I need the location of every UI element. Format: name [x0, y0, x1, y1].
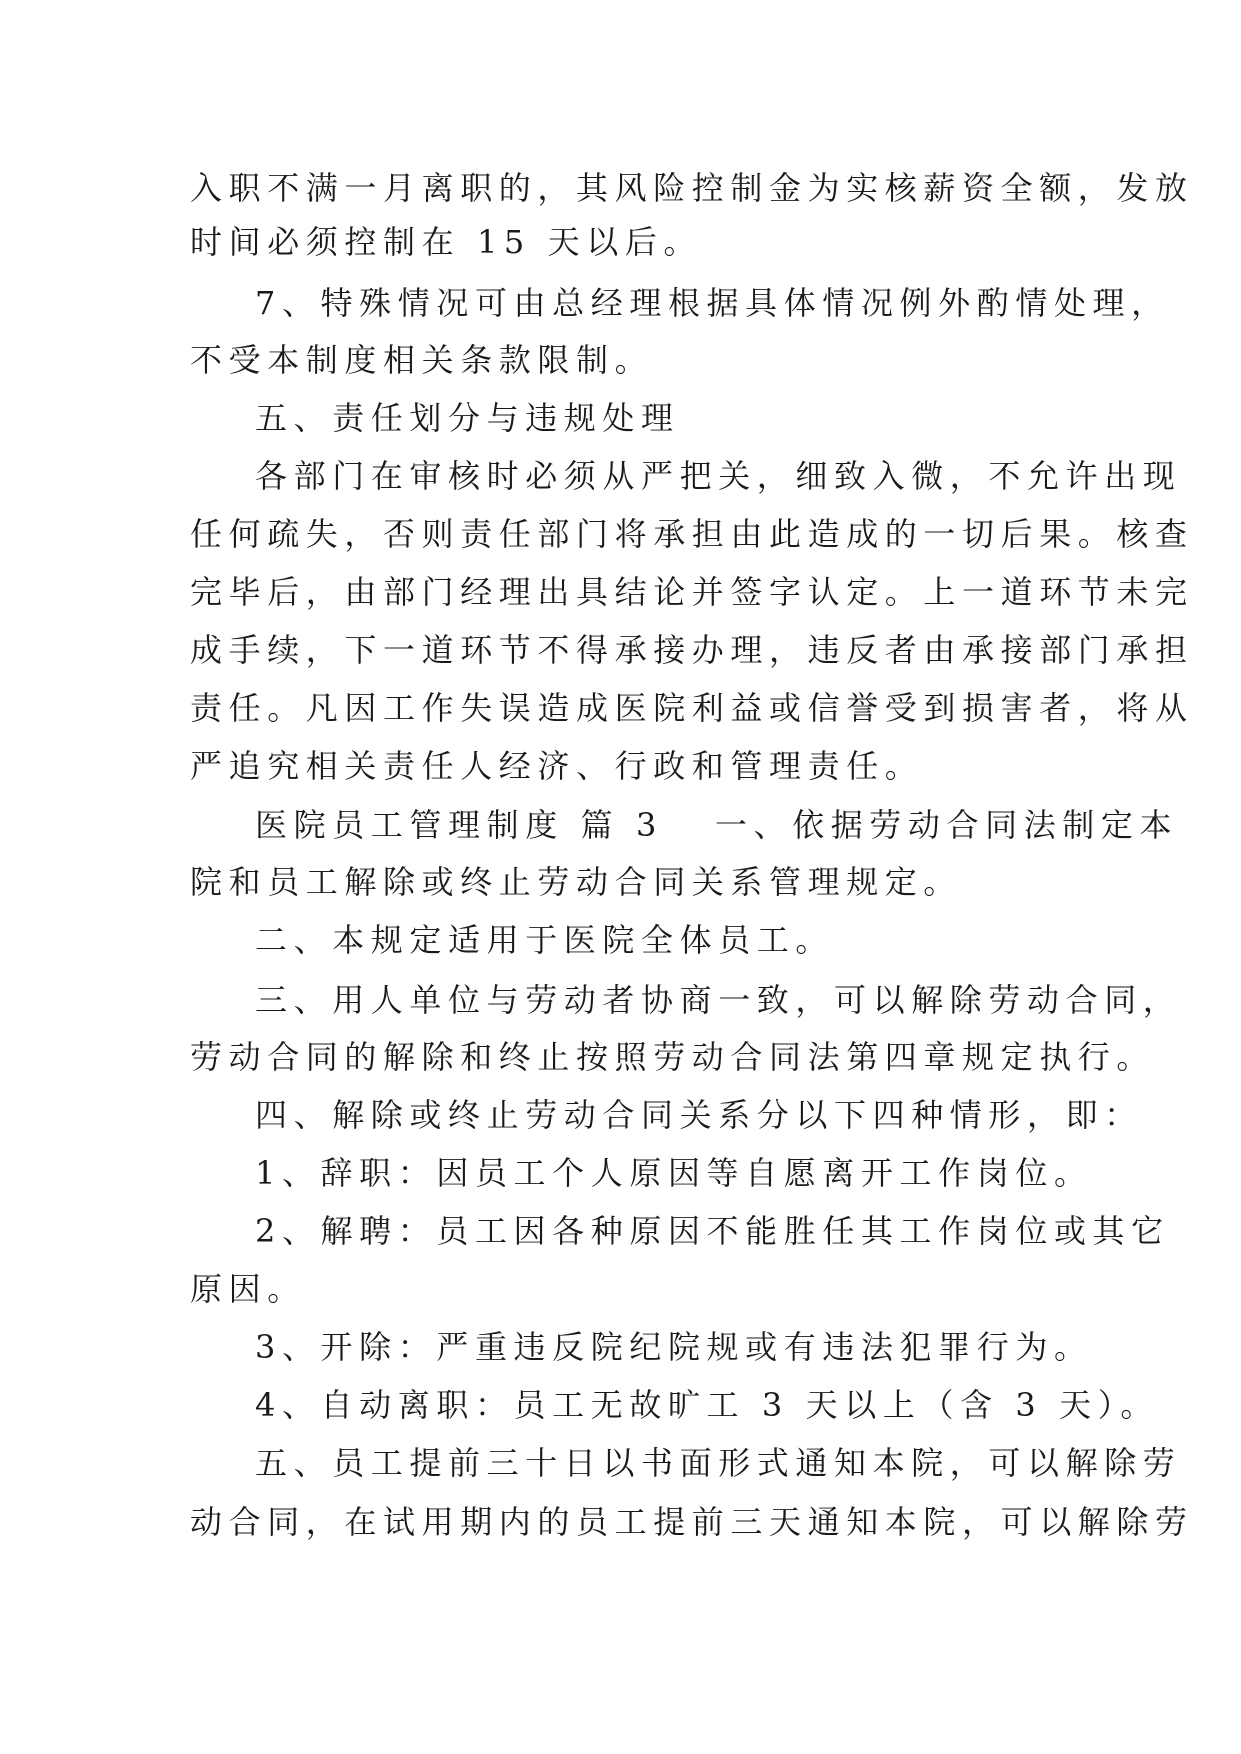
- paragraph-line: 劳动合同的解除和终止按照劳动合同法第四章规定执行。: [190, 1038, 1156, 1076]
- paragraph-line: 时间必须控制在 15 天以后。: [190, 223, 703, 261]
- paragraph-line: 责任。凡因工作失误造成医院利益或信誉受到损害者，将从: [190, 689, 1194, 727]
- paragraph-line: 三、用人单位与劳动者协商一致，可以解除劳动合同，: [255, 981, 1182, 1019]
- paragraph-line: [255, 805, 1178, 845]
- paragraph-line: 五、员工提前三十日以书面形式通知本院，可以解除劳: [255, 1444, 1182, 1482]
- paragraph-line: 3、开除：严重违反院纪院规或有违法犯罪行为。: [255, 1328, 1093, 1366]
- paragraph-line: 二、本规定适用于医院全体员工。: [255, 921, 835, 959]
- paragraph-line: 各部门在审核时必须从严把关，细致入微，不允许出现: [255, 457, 1182, 495]
- paragraph-line: 4、自动离职：员工无故旷工 3 天以上（含 3 天）。: [255, 1386, 1159, 1424]
- paragraph-line: 1、辞职：因员工个人原因等自愿离开工作岗位。: [255, 1154, 1093, 1192]
- paragraph-line: 7、特殊情况可由总经理根据具体情况例外酌情处理，: [255, 284, 1170, 322]
- paragraph-line: 任何疏失，否则责任部门将承担由此造成的一切后果。核查: [190, 515, 1194, 553]
- paragraph-line: 成手续，下一道环节不得承接办理，违反者由承接部门承担: [190, 631, 1194, 669]
- paragraph-text: 一、依据劳动合同法制定本: [714, 806, 1179, 844]
- paragraph-line: 院和员工解除或终止劳动合同关系管理规定。: [190, 863, 963, 901]
- paragraph-line: 动合同，在试用期内的员工提前三天通知本院，可以解除劳: [190, 1503, 1194, 1541]
- paragraph-line: 完毕后，由部门经理出具结论并签字认定。上一道环节未完: [190, 573, 1194, 611]
- section-heading: 五、责任划分与违规处理: [255, 399, 680, 437]
- paragraph-line: 严追究相关责任人经济、行政和管理责任。: [190, 747, 924, 785]
- paragraph-line: 不受本制度相关条款限制。: [190, 341, 654, 379]
- paragraph-line: 2、解聘：员工因各种原因不能胜任其工作岗位或其它: [255, 1212, 1170, 1250]
- paragraph-line: 入职不满一月离职的，其风险控制金为实核薪资全额，发放: [190, 169, 1194, 207]
- paragraph-line: 原因。: [190, 1270, 306, 1308]
- paragraph-line: 四、解除或终止劳动合同关系分以下四种情形，即：: [255, 1096, 1143, 1134]
- section-title: 医院员工管理制度 篇 3: [255, 806, 663, 844]
